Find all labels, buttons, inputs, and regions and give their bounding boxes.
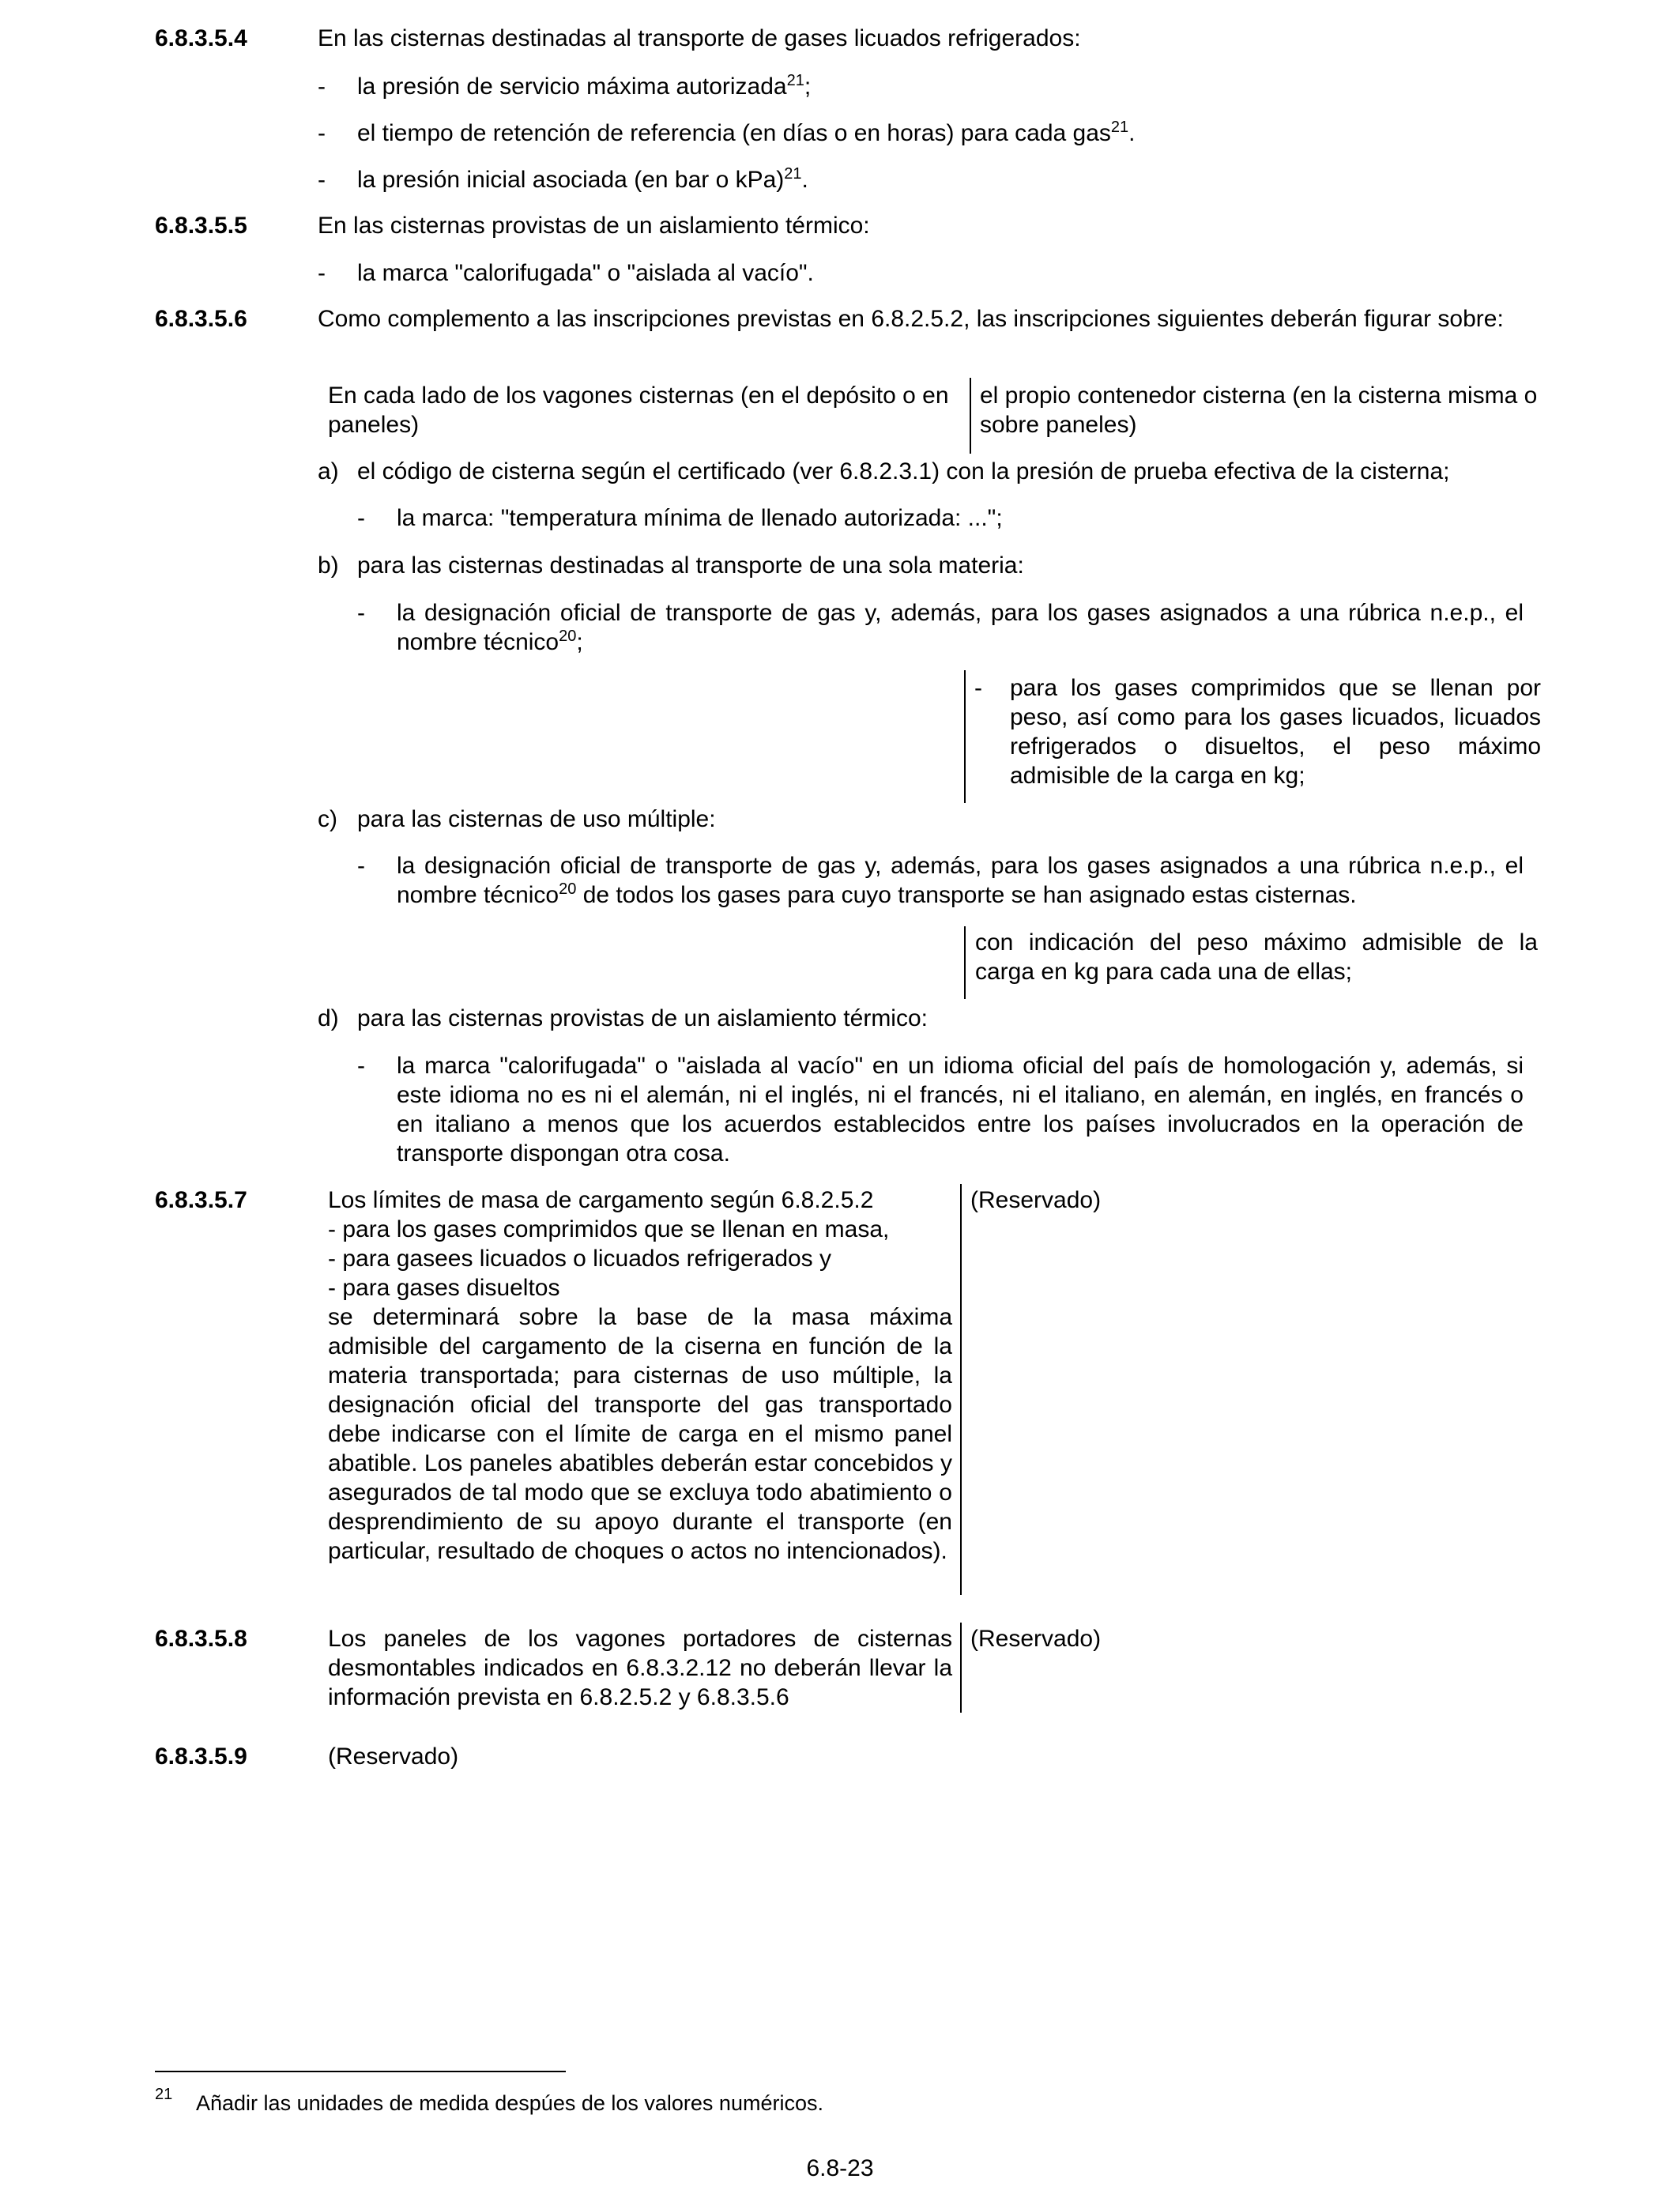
section-number: 6.8.3.5.9 — [155, 1744, 247, 1770]
section-text: En las cisternas provistas de un aislamiento térmico: — [318, 213, 870, 239]
right-column-text: (Reservado) — [970, 1187, 1102, 1213]
column-header-left: En cada lado de los vagones cisternas (en el depósito o en paneles) — [328, 383, 949, 438]
list-item: el código de cisterna según el certificado (ver 6.8.2.3.1) con la presión de prueba efectiva de la cisterna; — [357, 458, 1450, 484]
section-number: 6.8.3.5.8 — [155, 1626, 247, 1652]
column-rule — [964, 670, 966, 803]
list-dash: - — [318, 260, 326, 286]
section-number: 6.8.3.5.5 — [155, 213, 247, 239]
footnote-text: Añadir las unidades de medida despúes de los valores numéricos. — [196, 2091, 823, 2115]
list-item: la marca "calorifugada" o "aislada al vacío". — [357, 260, 814, 286]
footnote-rule — [155, 2071, 566, 2072]
footnote-ref: 20 — [559, 880, 577, 898]
footnote-ref: 21 — [786, 72, 804, 89]
list-item: la designación oficial de transporte de gas y, además, para los gases asignados a una rúbrica n.e.p., el nombre técnico$^{20}$; — [397, 600, 1524, 655]
item-letter: a) — [318, 458, 339, 484]
text-line: - para gasees licuados o licuados refrigerados y — [328, 1246, 832, 1272]
list-dash: - — [357, 853, 365, 879]
list-dash: - — [357, 1053, 365, 1079]
footnote-ref: 20 — [559, 628, 577, 645]
right-column-text: con indicación del peso máximo admisible de la carga en kg para cada una de ellas; — [975, 929, 1538, 985]
list-item: para las cisternas de uso múltiple: — [357, 806, 716, 832]
list-dash: - — [357, 600, 365, 626]
footnote-mark: 21 — [155, 2086, 173, 2103]
list-dash: - — [318, 120, 326, 146]
column-rule — [964, 926, 966, 999]
list-dash: - — [318, 167, 326, 193]
text-line: - para los gases comprimidos que se llenan en masa, — [328, 1216, 890, 1242]
list-dash: - — [357, 505, 365, 531]
list-item: para las cisternas destinadas al transporte de una sola materia: — [357, 552, 1024, 579]
footnote-ref: 21 — [1110, 119, 1129, 136]
column-header-right: el propio contenedor cisterna (en la cisterna misma o sobre paneles) — [980, 383, 1538, 438]
text-line: - para gases disueltos — [328, 1275, 560, 1301]
list-dash: - — [974, 675, 982, 701]
paragraph: se determinará sobre la base de la masa máxima admisible del cargamento de la ciserna en función de la materia transportada; para cisternas de uso múltiple, la designación oficial del transporte del gas transportado debe indicarse con el límite de carga en el mismo panel abatible. Los paneles abatibles deberán estar concebidos y asegurados de tal modo que se excluya todo abatimiento o desprendimiento de su apoyo durante el transporte (en particular, resultado de choques o actos no intencionados). — [328, 1304, 952, 1564]
column-rule — [960, 1623, 962, 1713]
section-text: (Reservado) — [328, 1744, 459, 1770]
list-dash: - — [318, 74, 326, 100]
column-rule — [960, 1184, 962, 1595]
item-letter: c) — [318, 806, 337, 832]
section-number: 6.8.3.5.7 — [155, 1187, 247, 1213]
right-column-text: (Reservado) — [970, 1626, 1102, 1652]
column-rule — [970, 378, 971, 454]
list-item: la presión de servicio máxima autorizada$^{21}$; — [357, 72, 812, 100]
list-item: el tiempo de retención de referencia (en días o en horas) para cada gas$^{21}$. — [357, 119, 1136, 146]
footnote-ref: 21 — [784, 165, 802, 183]
section-text: En las cisternas destinadas al transporte de gases licuados refrigerados: — [318, 25, 1081, 51]
list-item: la marca: "temperatura mínima de llenado autorizada: ..."; — [397, 505, 1003, 531]
list-item: la designación oficial de transporte de gas y, además, para los gases asignados a una rúbrica n.e.p., el nombre técnico$^{20}$ de todos los gases para cuyo transporte se han asignado estas cisternas. — [397, 853, 1524, 908]
right-column-text: para los gases comprimidos que se llenan por peso, así como para los gases licuados, licuados refrigerados o disueltos, el peso máximo admisible de la carga en kg; — [1010, 675, 1541, 789]
list-item: para las cisternas provistas de un aislamiento térmico: — [357, 1005, 928, 1031]
list-item: la presión inicial asociada (en bar o kPa)$^{21}$. — [357, 165, 808, 193]
list-item: la marca "calorifugada" o "aislada al vacío" en un idioma oficial del país de homologación y, además, si este idioma no es ni el alemán, ni el inglés, ni el francés, ni el italiano, en alemán, en inglés, en francés o en italiano a menos que los acuerdos establecidos entre los países involucrados en la operación de transporte dispongan otra cosa. — [397, 1053, 1524, 1167]
left-column-text: Los paneles de los vagones portadores de cisternas desmontables indicados en 6.8.3.2.12 no deberán llevar la información prevista en 6.8.2.5.2 y 6.8.3.5.6 — [328, 1626, 952, 1710]
left-column-text — [328, 1186, 952, 1566]
text-line: Los límites de masa de cargamento según 6.8.2.5.2 — [328, 1187, 874, 1213]
section-text: Como complemento a las inscripciones previstas en 6.8.2.5.2, las inscripciones siguientes deberán figurar sobre: — [318, 306, 1504, 332]
item-letter: b) — [318, 552, 339, 579]
page-number: 6.8-23 — [806, 2155, 874, 2181]
item-letter: d) — [318, 1005, 339, 1031]
section-number: 6.8.3.5.6 — [155, 306, 247, 332]
section-number: 6.8.3.5.4 — [155, 25, 247, 51]
